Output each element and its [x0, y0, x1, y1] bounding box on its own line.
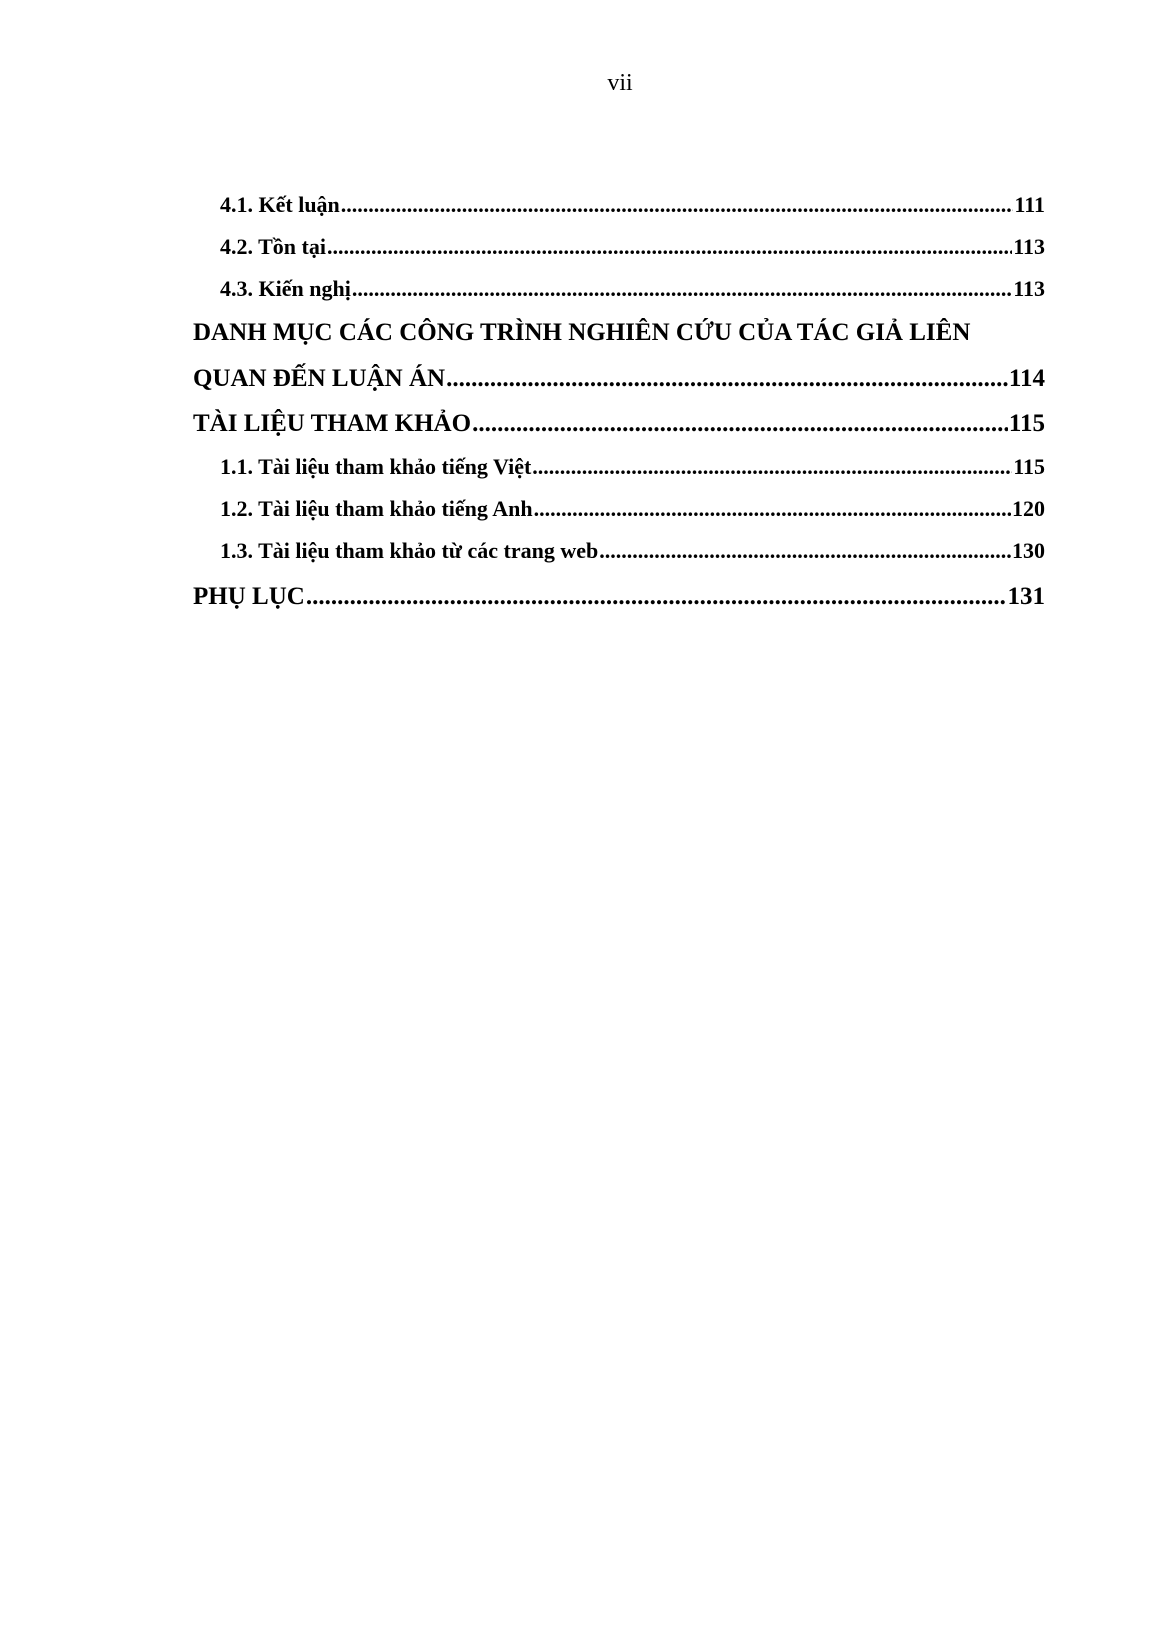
toc-entry-label: PHỤ LỤC	[193, 583, 305, 610]
toc-dot-leader	[534, 494, 1011, 524]
toc-entry-label: 4.3. Kiến nghị	[220, 276, 351, 301]
toc-entry-page: 115	[1008, 410, 1045, 437]
toc-entry-page: 113	[1013, 276, 1045, 301]
toc-dot-leader	[352, 274, 1012, 304]
toc-dot-leader	[532, 452, 1012, 482]
toc-entry-tl-tieng-anh[interactable]	[220, 494, 1045, 524]
toc-entry-label: QUAN ĐẾN LUẬN ÁN	[193, 365, 446, 392]
toc-entry-label: 1.3. Tài liệu tham khảo từ các trang web	[220, 538, 599, 563]
toc-entry-page: 130	[1012, 538, 1045, 563]
toc-entry-label: 1.2. Tài liệu tham khảo tiếng Anh	[220, 496, 533, 521]
toc-entry-page: 131	[1007, 583, 1045, 610]
toc-entry-danh-muc[interactable]	[193, 362, 1045, 396]
toc-entry-tl-trang-web[interactable]	[220, 536, 1045, 566]
toc-entry-danh-muc-line1[interactable]: DANH MỤC CÁC CÔNG TRÌNH NGHIÊN CỨU CỦA TÁC GIẢ LIÊN	[193, 319, 971, 346]
toc-entry-tai-lieu[interactable]	[193, 407, 1045, 441]
toc-entry-label: 4.1. Kết luận	[220, 192, 340, 217]
toc-dot-leader	[341, 190, 1014, 220]
toc-dot-leader	[446, 362, 1008, 396]
toc-entry-ton-tai[interactable]	[220, 232, 1045, 262]
toc-entry-page: 113	[1013, 234, 1045, 259]
toc-entry-label: 1.1. Tài liệu tham khảo tiếng Việt	[220, 454, 532, 479]
toc-dot-leader	[472, 407, 1008, 441]
toc-entry-label: 4.2. Tồn tại	[220, 234, 326, 259]
toc-entry-page: 114	[1008, 365, 1045, 392]
toc-dot-leader	[327, 232, 1012, 262]
toc-entry-phu-luc[interactable]	[193, 580, 1045, 614]
toc-entry-tl-tieng-viet[interactable]	[220, 452, 1045, 482]
toc-entry-page: 120	[1012, 496, 1045, 521]
page-number: vii	[607, 70, 633, 96]
toc-entry-label: TÀI LIỆU THAM KHẢO	[193, 410, 472, 437]
toc-dot-leader	[306, 580, 1007, 614]
toc-entry-kien-nghi[interactable]	[220, 274, 1045, 304]
toc-entry-page: 115	[1013, 454, 1045, 479]
toc-entry-page: 111	[1014, 192, 1045, 217]
toc-dot-leader	[599, 536, 1011, 566]
toc-entry-ket-luan[interactable]	[220, 190, 1045, 220]
